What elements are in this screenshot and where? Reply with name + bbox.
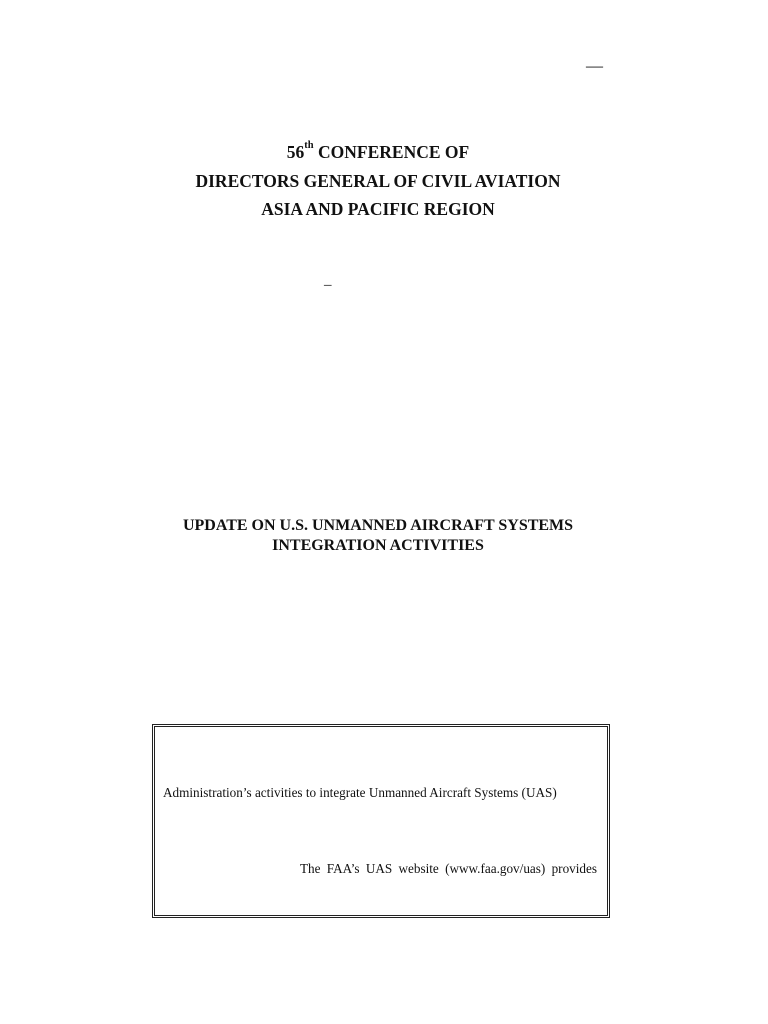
conference-ordinal-suffix: th (304, 140, 314, 152)
conference-number: 56 (286, 142, 305, 162)
summary-line-2: The FAA’s UAS website (www.faa.gov/uas) provides (299, 861, 597, 876)
summary-box (154, 726, 608, 916)
top-right-dash: — (586, 56, 603, 75)
conference-heading (0, 138, 756, 224)
summary-line-1: Administration’s activities to integrate Unmanned Aircraft Systems (UAS) (163, 785, 557, 800)
middle-dash: – (324, 277, 332, 293)
paper-title-line-2: INTEGRATION ACTIVITIES (272, 537, 484, 554)
paper-title (0, 516, 756, 556)
conference-line-1-rest: CONFERENCE OF (313, 142, 470, 162)
conference-line-2: DIRECTORS GENERAL OF CIVIL AVIATION (195, 170, 561, 191)
conference-line-1 (0, 138, 756, 167)
conference-line-3: ASIA AND PACIFIC REGION (261, 199, 495, 219)
paper-title-line-1: UPDATE ON U.S. UNMANNED AIRCRAFT SYSTEMS (182, 517, 574, 534)
